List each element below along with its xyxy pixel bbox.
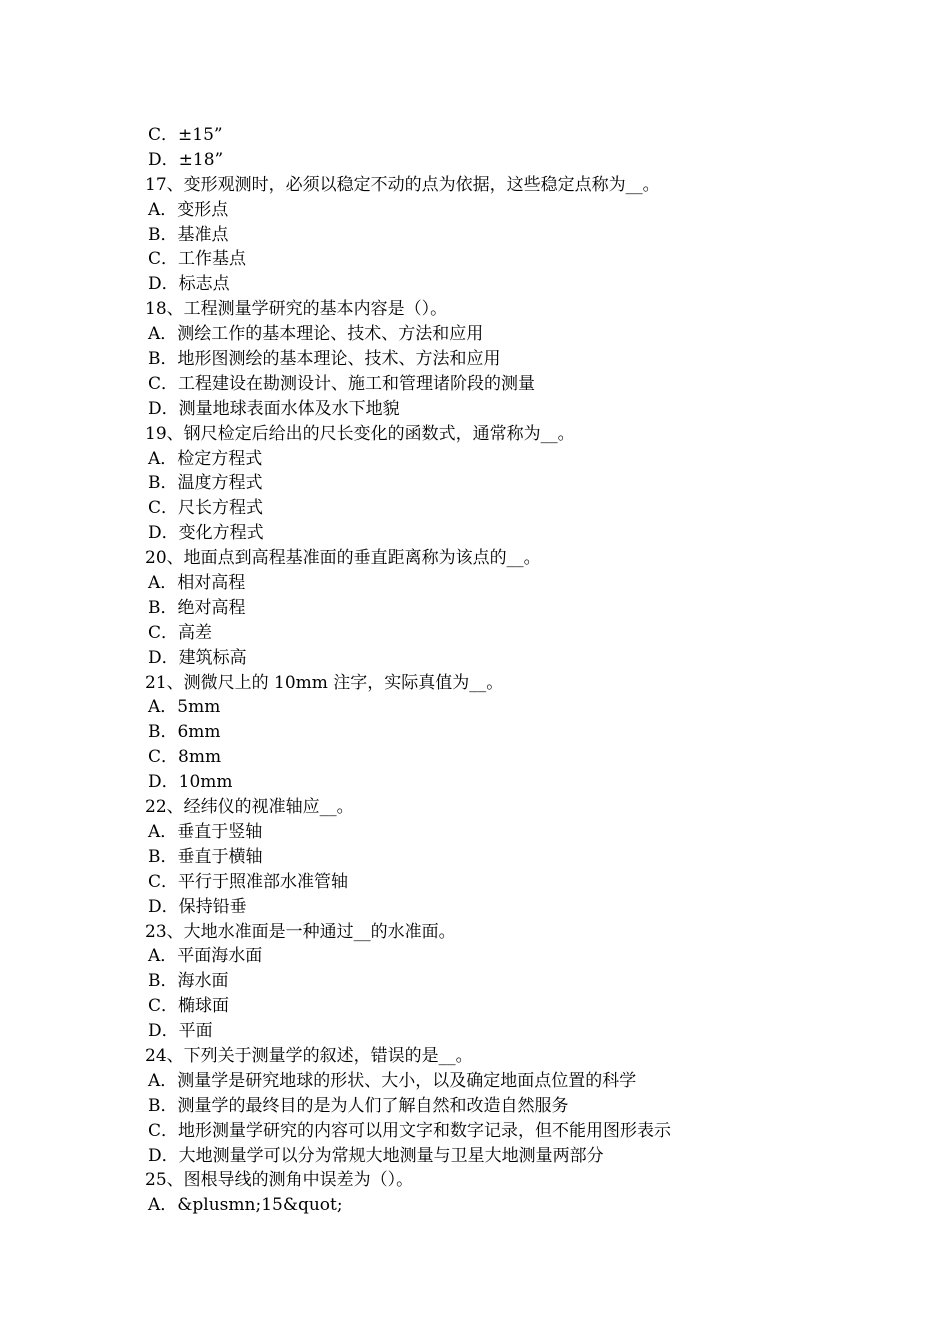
- option-line: B．基准点: [148, 224, 229, 245]
- option-line: B．6mm: [148, 722, 221, 743]
- option-line: B．地形图测绘的基本理论、技术、方法和应用: [148, 349, 501, 370]
- question-line: 21、测微尺上的 10mm 注字，实际真值为__。: [145, 672, 504, 693]
- option-line: C．高差: [148, 622, 213, 643]
- option-line: D．建筑标高: [148, 647, 247, 668]
- option-line: A．检定方程式: [148, 448, 263, 469]
- option-line: B．温度方程式: [148, 473, 263, 494]
- option-line: B．海水面: [148, 971, 229, 992]
- option-line: C．工作基点: [148, 249, 247, 270]
- option-line: A．&plusmn;15&quot;: [148, 1195, 343, 1216]
- option-line: D．10mm: [148, 772, 233, 793]
- question-line: 22、经纬仪的视准轴应__。: [145, 797, 354, 818]
- question-line: 23、大地水准面是一种通过__的水准面。: [145, 921, 456, 942]
- question-line: 25、图根导线的测角中误差为（）。: [145, 1170, 414, 1191]
- question-line: 19、钢尺检定后给出的尺长变化的函数式，通常称为__。: [145, 423, 575, 444]
- option-line: D．保持铅垂: [148, 896, 247, 917]
- option-line: A．垂直于竖轴: [148, 821, 263, 842]
- option-line: A．变形点: [148, 199, 229, 220]
- option-line: C．平行于照准部水准管轴: [148, 871, 349, 892]
- question-line: 20、地面点到高程基准面的垂直距离称为该点的__。: [145, 548, 541, 569]
- option-line: A．测量学是研究地球的形状、大小，以及确定地面点位置的科学: [148, 1070, 637, 1091]
- option-line: B．垂直于横轴: [148, 846, 263, 867]
- option-line: C．工程建设在勘测设计、施工和管理诸阶段的测量: [148, 373, 536, 394]
- option-line: A．测绘工作的基本理论、技术、方法和应用: [148, 324, 484, 345]
- question-line: 24、下列关于测量学的叙述，错误的是__。: [145, 1045, 473, 1066]
- option-line: A．5mm: [148, 697, 221, 718]
- option-line: D．平面: [148, 1021, 213, 1042]
- option-line: D．变化方程式: [148, 523, 264, 544]
- document-body: [0, 123, 950, 1218]
- option-line: D．标志点: [148, 274, 230, 295]
- option-line: C．地形测量学研究的内容可以用文字和数字记录，但不能用图形表示: [148, 1120, 672, 1141]
- option-line: D．大地测量学可以分为常规大地测量与卫星大地测量两部分: [148, 1145, 604, 1166]
- option-line: C．尺长方程式: [148, 498, 264, 519]
- option-line: B．测量学的最终目的是为人们了解自然和改造自然服务: [148, 1095, 569, 1116]
- option-line: A．相对高程: [148, 573, 246, 594]
- option-line: C．±15”: [148, 125, 223, 145]
- option-line: D．±18”: [148, 149, 224, 170]
- question-line: 17、变形观测时，必须以稳定不动的点为依据，这些稳定点称为__。: [145, 174, 660, 195]
- question-line: 18、工程测量学研究的基本内容是（）。: [145, 299, 448, 320]
- option-line: B．绝对高程: [148, 597, 246, 618]
- option-line: D．测量地球表面水体及水下地貌: [148, 398, 400, 419]
- option-line: C．椭球面: [148, 996, 230, 1017]
- option-line: C．8mm: [148, 747, 222, 768]
- option-line: A．平面海水面: [148, 946, 263, 967]
